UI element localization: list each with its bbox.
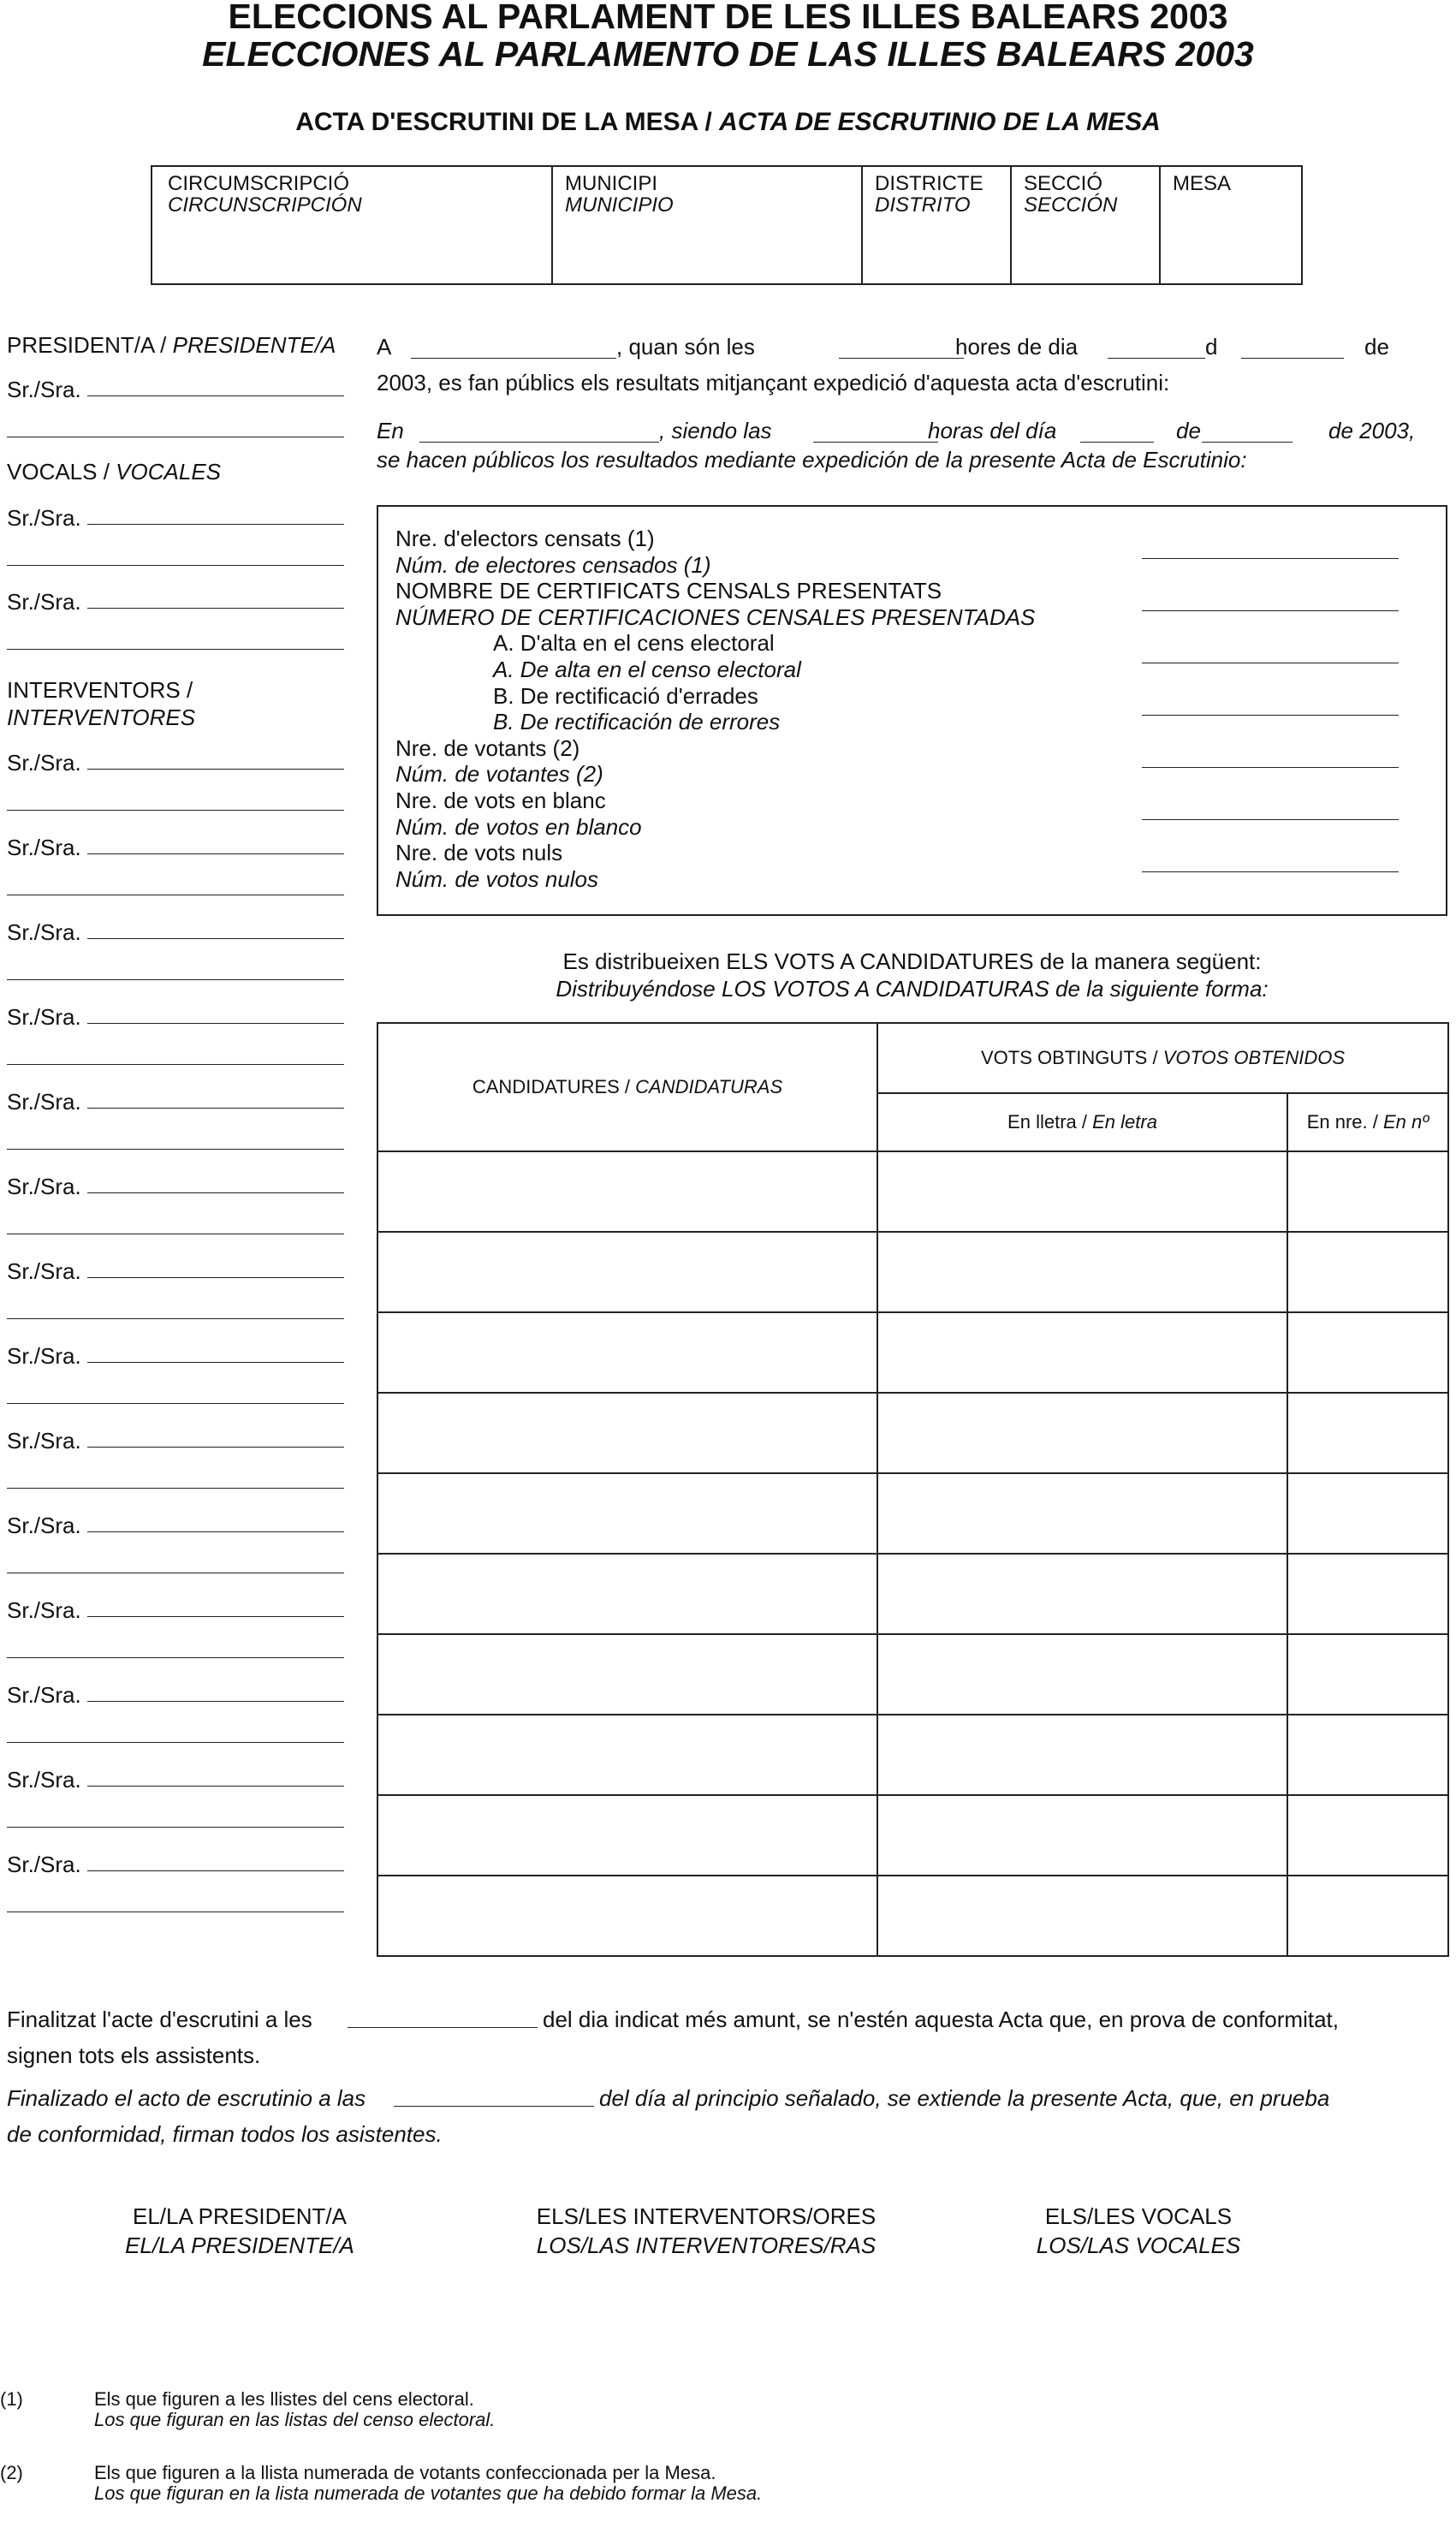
table-row bbox=[377, 1795, 1448, 1876]
votes-number-cell[interactable] bbox=[1287, 1634, 1448, 1715]
vocal-name-line[interactable] bbox=[87, 524, 344, 525]
candidature-cell[interactable] bbox=[377, 1393, 877, 1473]
votes-header bbox=[877, 1023, 1448, 1093]
intro-line-2: 2003, es fan públics els resultats mitjançant expedició d'aquesta acta d'escrutini: bbox=[377, 370, 1170, 395]
votes-number-cell[interactable] bbox=[1287, 1473, 1448, 1554]
sr-sra-label: Sr./Sra. bbox=[7, 835, 81, 860]
vocals-label: VOCALS / bbox=[7, 459, 110, 485]
candidature-cell[interactable] bbox=[377, 1795, 877, 1876]
subtitle-spanish: ACTA DE ESCRUTINIO DE LA MESA bbox=[719, 108, 1161, 136]
intro-en: En bbox=[377, 418, 404, 443]
sr-sra-label: Sr./Sra. bbox=[7, 1089, 81, 1115]
count-value-line[interactable] bbox=[1142, 558, 1399, 559]
idbox-label: CIRCUMSCRIPCIÓ bbox=[168, 172, 350, 195]
table-row bbox=[377, 1554, 1448, 1634]
footnote-text-es: Los que figuran en las listas del censo electoral. bbox=[94, 2409, 496, 2430]
votes-number-cell[interactable] bbox=[1287, 1312, 1448, 1393]
vocals-label-es: VOCALES bbox=[116, 459, 221, 485]
month-line-es[interactable] bbox=[1202, 442, 1293, 443]
interventor-name-line[interactable] bbox=[7, 810, 344, 811]
closing-es-a: Finalizado el acto de escrutinio a las bbox=[7, 2085, 366, 2111]
count-label: Nre. de votants (2) bbox=[395, 734, 580, 761]
votes-letters-cell[interactable] bbox=[877, 1473, 1287, 1554]
in-letters-header-ca: En lletra / bbox=[1007, 1111, 1087, 1133]
intro-siendo: , siendo las bbox=[659, 418, 772, 443]
candidature-cell[interactable] bbox=[377, 1554, 877, 1634]
vocal-name-line[interactable] bbox=[87, 608, 344, 609]
president-name-line[interactable] bbox=[87, 395, 344, 396]
interventor-name-line[interactable] bbox=[7, 1403, 344, 1404]
idbox-label: SECCIÓN bbox=[1024, 193, 1118, 217]
table-row bbox=[377, 1393, 1448, 1473]
votes-letters-cell[interactable] bbox=[877, 1876, 1287, 1956]
candidatures-header bbox=[377, 1023, 877, 1151]
idbox-label: DISTRICTE bbox=[875, 172, 984, 195]
count-label: Núm. de votos nulos bbox=[395, 865, 599, 892]
votes-number-cell[interactable] bbox=[1287, 1232, 1448, 1312]
count-label: A. D'alta en el cens electoral bbox=[493, 630, 775, 657]
table-row bbox=[377, 1473, 1448, 1554]
count-label: Núm. de votos en blanco bbox=[395, 813, 642, 840]
vocal-name-line[interactable] bbox=[7, 565, 344, 566]
footnote-text: Els que figuren a la llista numerada de votants confeccionada per la Mesa. bbox=[94, 2462, 716, 2483]
candidature-cell[interactable] bbox=[377, 1876, 877, 1956]
interventor-name-line[interactable] bbox=[87, 1192, 344, 1193]
interventors-heading bbox=[7, 676, 195, 731]
signature-president bbox=[103, 2202, 377, 2260]
identification-box bbox=[151, 165, 1303, 285]
signature-interventors bbox=[488, 2202, 924, 2260]
candidature-cell[interactable] bbox=[377, 1634, 877, 1715]
interventor-name-line[interactable] bbox=[87, 1023, 344, 1024]
idbox-circumscription bbox=[152, 167, 553, 283]
count-label: NÚMERO DE CERTIFICACIONES CENSALES PRESENTADAS bbox=[395, 603, 1036, 630]
interventor-name-line[interactable] bbox=[87, 1701, 344, 1702]
in-letters-header bbox=[877, 1093, 1287, 1151]
signature-label: ELS/LES INTERVENTORS/ORES bbox=[536, 2203, 877, 2229]
votes-number-cell[interactable] bbox=[1287, 1715, 1448, 1795]
table-row bbox=[377, 1876, 1448, 1956]
intro-de: de bbox=[1364, 334, 1389, 360]
candidature-cell[interactable] bbox=[377, 1151, 877, 1232]
table-row bbox=[377, 1151, 1448, 1232]
intro-quan: , quan són les bbox=[616, 334, 755, 360]
idbox-mesa bbox=[1161, 167, 1301, 283]
count-label: A. De alta en el censo electoral bbox=[493, 657, 801, 682]
count-value-line[interactable] bbox=[1142, 767, 1399, 768]
candidatures-header-es: CANDIDATURAS bbox=[635, 1076, 783, 1097]
candidatures-table bbox=[377, 1022, 1449, 1957]
in-number-header bbox=[1287, 1093, 1448, 1151]
footnote-mark: (1) bbox=[0, 2388, 23, 2410]
interventor-name-line[interactable] bbox=[7, 1742, 344, 1743]
votes-letters-cell[interactable] bbox=[877, 1312, 1287, 1393]
sr-sra-label: Sr./Sra. bbox=[7, 1004, 81, 1030]
subtitle bbox=[0, 108, 1456, 137]
interventor-name-line[interactable] bbox=[87, 1447, 344, 1448]
interventor-name-line[interactable] bbox=[7, 1488, 344, 1489]
candidature-cell[interactable] bbox=[377, 1232, 877, 1312]
votes-letters-cell[interactable] bbox=[877, 1232, 1287, 1312]
interventor-name-line[interactable] bbox=[87, 1786, 344, 1787]
president-heading bbox=[7, 332, 336, 359]
candidatures-header-ca: CANDIDATURES / bbox=[472, 1076, 631, 1097]
footnote-text: Els que figuren a les llistes del cens electoral. bbox=[94, 2388, 474, 2410]
month-line[interactable] bbox=[1241, 358, 1344, 359]
sr-sra-label: Sr./Sra. bbox=[7, 1513, 81, 1538]
idbox-label: MUNICIPI bbox=[565, 172, 657, 195]
interventor-name-line[interactable] bbox=[7, 1657, 344, 1658]
signature-label: ELS/LES VOCALS bbox=[1044, 2203, 1233, 2229]
title-catalan: ELECCIONS AL PARLAMENT DE LES ILLES BALEARS 2003 bbox=[228, 0, 1228, 36]
votes-letters-cell[interactable] bbox=[877, 1554, 1287, 1634]
votes-number-cell[interactable] bbox=[1287, 1876, 1448, 1956]
intro-d: d bbox=[1205, 334, 1218, 360]
title-spanish: ELECCIONES AL PARLAMENTO DE LAS ILLES BALEARS 2003 bbox=[202, 34, 1254, 74]
sr-sra-label: Sr./Sra. bbox=[7, 1428, 81, 1454]
interventor-name-line[interactable] bbox=[7, 1149, 344, 1150]
votes-header-ca: VOTS OBTINGUTS / bbox=[981, 1047, 1158, 1068]
closing-ca-c: signen tots els assistents. bbox=[7, 2042, 261, 2068]
votes-letters-cell[interactable] bbox=[877, 1393, 1287, 1473]
intro-horas: horas del día bbox=[928, 418, 1057, 443]
president-label: PRESIDENT/A / bbox=[7, 332, 167, 358]
count-label: B. De rectificación de errores bbox=[493, 709, 781, 735]
closing-ca-a: Finalitzat l'acte d'escrutini a les bbox=[7, 2007, 312, 2032]
signature-label: EL/LA PRESIDENT/A bbox=[133, 2203, 347, 2229]
closing-time-line-es[interactable] bbox=[394, 2106, 594, 2107]
sr-sra-label: Sr./Sra. bbox=[7, 589, 81, 615]
votes-letters-cell[interactable] bbox=[877, 1151, 1287, 1232]
idbox-section bbox=[1012, 167, 1161, 283]
interventor-name-line[interactable] bbox=[87, 1616, 344, 1617]
closing-spanish bbox=[7, 2080, 1453, 2152]
interventor-name-line[interactable] bbox=[87, 1870, 344, 1871]
distribution-text-es: Distribuyéndose LOS VOTOS A CANDIDATURAS de la siguiente forma: bbox=[556, 976, 1269, 1002]
vocals-heading bbox=[7, 459, 221, 485]
sr-sra-label: Sr./Sra. bbox=[7, 1174, 81, 1199]
day-line[interactable] bbox=[1108, 358, 1205, 359]
idbox-label: SECCIÓ bbox=[1024, 172, 1103, 195]
votes-number-cell[interactable] bbox=[1287, 1151, 1448, 1232]
count-value-line[interactable] bbox=[1142, 610, 1399, 611]
count-value-line[interactable] bbox=[1142, 871, 1399, 872]
interventor-name-line[interactable] bbox=[87, 1277, 344, 1278]
sr-sra-label: Sr./Sra. bbox=[7, 1767, 81, 1793]
table-row bbox=[377, 1715, 1448, 1795]
day-line-es[interactable] bbox=[1080, 442, 1154, 443]
place-line-es[interactable] bbox=[419, 442, 659, 443]
signature-label-es: LOS/LAS VOCALES bbox=[1036, 2233, 1241, 2258]
intro-a: A bbox=[377, 334, 392, 360]
count-label: Núm. de votantes (2) bbox=[395, 761, 603, 788]
footnote-mark: (2) bbox=[0, 2462, 23, 2483]
interventor-name-line[interactable] bbox=[7, 1827, 344, 1828]
candidatures-body bbox=[377, 1151, 1448, 1956]
sr-sra-label: Sr./Sra. bbox=[7, 505, 81, 531]
candidature-cell[interactable] bbox=[377, 1312, 877, 1393]
votes-letters-cell[interactable] bbox=[877, 1634, 1287, 1715]
closing-catalan bbox=[7, 2001, 1453, 2073]
interventors-label: INTERVENTORS / bbox=[7, 677, 193, 703]
count-value-line[interactable] bbox=[1142, 819, 1399, 820]
idbox-district bbox=[863, 167, 1012, 283]
footnote-text-es: Los que figuran en la lista numerada de votantes que ha debido formar la Mesa. bbox=[94, 2482, 763, 2504]
idbox-label: MUNICIPIO bbox=[565, 193, 674, 217]
intro-line-3 bbox=[377, 418, 1447, 445]
count-value-line[interactable] bbox=[1142, 715, 1399, 716]
intro-line-4: se hacen públicos los resultados mediante expedición de la presente Acta de Escrutinio: bbox=[377, 447, 1247, 473]
table-row bbox=[377, 1232, 1448, 1312]
distribution-text: Es distribueixen ELS VOTS A CANDIDATURES de la manera següent: bbox=[562, 948, 1262, 974]
closing-ca-b: del dia indicat més amunt, se n'estén aquesta Acta que, en prova de conformitat, bbox=[543, 2007, 1339, 2032]
signature-label-es: LOS/LAS INTERVENTORES/RAS bbox=[536, 2233, 877, 2258]
interventor-name-line[interactable] bbox=[87, 1362, 344, 1363]
interventor-name-line[interactable] bbox=[7, 1064, 344, 1065]
closing-es-c: de conformidad, firman todos los asistentes. bbox=[7, 2121, 443, 2147]
votes-number-cell[interactable] bbox=[1287, 1554, 1448, 1634]
interventor-name-line[interactable] bbox=[87, 769, 344, 770]
counts-box bbox=[377, 505, 1447, 916]
hour-line[interactable] bbox=[839, 358, 964, 359]
intro-de-es: de bbox=[1176, 418, 1201, 443]
place-line[interactable] bbox=[411, 358, 616, 359]
idbox-label: DISTRITO bbox=[875, 193, 971, 217]
count-label: Nre. de vots en blanc bbox=[395, 788, 606, 813]
idbox-municipality bbox=[553, 167, 863, 283]
sr-sra-label: Sr./Sra. bbox=[7, 1258, 81, 1284]
closing-es-b: del día al principio señalado, se extiende la presente Acta, que, en prueba bbox=[599, 2085, 1330, 2111]
table-row bbox=[377, 1634, 1448, 1715]
sr-sra-label: Sr./Sra. bbox=[7, 377, 81, 402]
closing-time-line[interactable] bbox=[348, 2027, 538, 2028]
in-number-header-ca: En nre. / bbox=[1306, 1111, 1378, 1133]
table-row bbox=[377, 1312, 1448, 1393]
intro-hores: hores de dia bbox=[955, 334, 1079, 360]
count-label: Núm. de electores censados (1) bbox=[395, 551, 711, 578]
count-label: Nre. de vots nuls bbox=[395, 840, 563, 866]
signature-label-es: EL/LA PRESIDENTE/A bbox=[125, 2233, 354, 2258]
subtitle-catalan: ACTA D'ESCRUTINI DE LA MESA / bbox=[295, 108, 712, 136]
sr-sra-label: Sr./Sra. bbox=[7, 1682, 81, 1708]
sr-sra-label: Sr./Sra. bbox=[7, 1852, 81, 1877]
signature-vocals bbox=[1001, 2202, 1275, 2260]
intro-line-1 bbox=[377, 334, 1447, 361]
idbox-label: MESA bbox=[1173, 172, 1232, 195]
votes-number-cell[interactable] bbox=[1287, 1393, 1448, 1473]
interventor-name-line[interactable] bbox=[87, 1108, 344, 1109]
intro-de2003: de 2003, bbox=[1328, 418, 1416, 443]
in-number-header-es: En nº bbox=[1383, 1111, 1429, 1133]
interventor-name-line[interactable] bbox=[87, 938, 344, 939]
interventor-name-line[interactable] bbox=[87, 853, 344, 854]
sr-sra-label: Sr./Sra. bbox=[7, 919, 81, 945]
votes-header-es: VOTOS OBTENIDOS bbox=[1162, 1047, 1346, 1068]
interventor-name-line[interactable] bbox=[87, 1531, 344, 1532]
idbox-label: CIRCUNSCRIPCIÓN bbox=[168, 193, 362, 217]
president-label-es: PRESIDENTE/A bbox=[172, 332, 336, 358]
interventor-name-line[interactable] bbox=[7, 1318, 344, 1319]
count-label: Nre. d'electors censats (1) bbox=[395, 526, 655, 551]
sr-sra-label: Sr./Sra. bbox=[7, 1597, 81, 1623]
sr-sra-label: Sr./Sra. bbox=[7, 1343, 81, 1369]
interventors-label-es: INTERVENTORES bbox=[7, 705, 196, 730]
hour-line-es[interactable] bbox=[813, 442, 938, 443]
candidature-cell[interactable] bbox=[377, 1715, 877, 1795]
interventor-name-line[interactable] bbox=[7, 979, 344, 980]
sr-sra-label: Sr./Sra. bbox=[7, 750, 81, 776]
votes-number-cell[interactable] bbox=[1287, 1795, 1448, 1876]
count-label: NOMBRE DE CERTIFICATS CENSALS PRESENTATS bbox=[395, 578, 942, 604]
vocal-name-line[interactable] bbox=[7, 649, 344, 650]
votes-letters-cell[interactable] bbox=[877, 1795, 1287, 1876]
count-label: B. De rectificació d'errades bbox=[493, 682, 758, 709]
votes-letters-cell[interactable] bbox=[877, 1715, 1287, 1795]
candidature-cell[interactable] bbox=[377, 1473, 877, 1554]
in-letters-header-es: En letra bbox=[1092, 1111, 1157, 1133]
